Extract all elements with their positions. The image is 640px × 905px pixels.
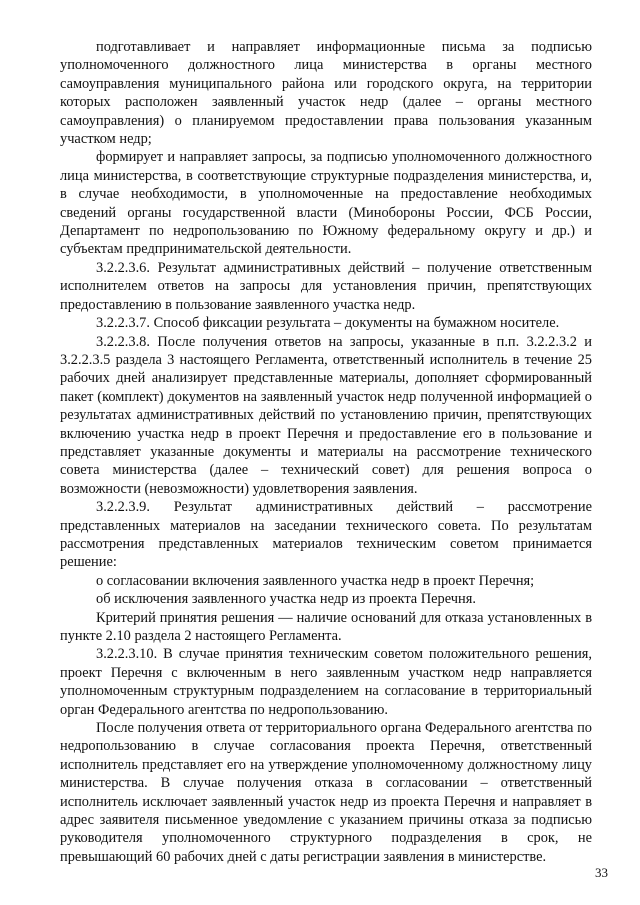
list-item-approve-inclusion: о согласовании включения заявленного участка недр в проект Перечня; bbox=[96, 572, 535, 589]
paragraph-form-requests: формирует и направляет запросы, за подписью уполномоченного должностного лица министерства, в соответствующие структурные подразделения министерства, и, в случае необходимости, в уполномоченные на предоставление необходимых сведений органы государственной власти (Минобороны России, ФСБ России, Департамент по недропользованию по Южному федеральному округу и др.) и субъектам предпринимательской деятельности. bbox=[60, 149, 592, 258]
paragraph-3-2-2-3-6: 3.2.2.3.6. Результат административных действий – получение ответственным исполнителем ответов на запросы для установления причин, препятствующих предоставлению в пользование заявленного участка недр. bbox=[60, 259, 592, 313]
list-item-exclusion: об исключения заявленного участка недр из проекта Перечня. bbox=[96, 591, 476, 608]
paragraph-3-2-2-3-10: 3.2.2.3.10. В случае принятия техническим советом положительного решения, проект Перечня с включенным в него заявленным участком недр направляется уполномоченным структурным подразделением на согласование в территориальный орган Федерального агентства по недропользованию. bbox=[60, 646, 592, 718]
paragraph-3-2-2-3-7: 3.2.2.3.7. Способ фиксации результата – документы на бумажном носителе. bbox=[96, 315, 560, 332]
paragraph-decision-criterion: Критерий принятия решения — наличие оснований для отказа установленных в пункте 2.10 раздела 2 настоящего Регламента. bbox=[60, 609, 592, 644]
page-number: 33 bbox=[595, 865, 608, 880]
paragraph-prepare-letters: подготавливает и направляет информационные письма за подписью уполномоченного должностного лица министерства в органы местного самоуправления муниципального района или городского округа, на территории которых расположен заявленный участок недр (далее – органы местного самоуправления) о планируемом предоставлении права пользования указанным участком недр; bbox=[60, 39, 592, 148]
paragraph-3-2-2-3-8: 3.2.2.3.8. После получения ответов на запросы, указанные в п.п. 3.2.2.3.2 и 3.2.2.3.5 раздела 3 настоящего Регламента, ответственный исполнитель в течение 25 рабочих дней анализирует представленные материалы, дополняет сформированный пакет (комплект) документов на заявленный участок недр полученной информацией о результатах административных действий по установлению причин, препятствующих включению участка недр в проект Перечня и предоставление его в пользование и представляет указанные документы и материалы на рассмотрение технического совета министерства (далее – технический совет) для решения вопроса о возможности (невозможности) удовлетворения заявления. bbox=[60, 333, 592, 497]
document-body bbox=[60, 38, 592, 866]
paragraph-after-response: После получения ответа от территориального органа Федерального агентства по недропользованию в случае согласования проекта Перечня, ответственный исполнитель представляет его на утверждение уполномоченному должностному лицу министерства. В случае получения отказа в согласовании – ответственный исполнитель исключает заявленный участок недр из проекта Перечня и направляет в адрес заявителя письменное уведомление с указанием причины отказа за подписью руководителя уполномоченного структурного подразделения в срок, не превышающий 60 рабочих дней с даты регистрации заявления в министерстве. bbox=[60, 720, 592, 865]
paragraph-3-2-2-3-9: 3.2.2.3.9. Результат административных действий – рассмотрение представленных материалов на заседании технического совета. По результатам рассмотрения представленных материалов техническим советом принимается решение: bbox=[60, 499, 592, 571]
